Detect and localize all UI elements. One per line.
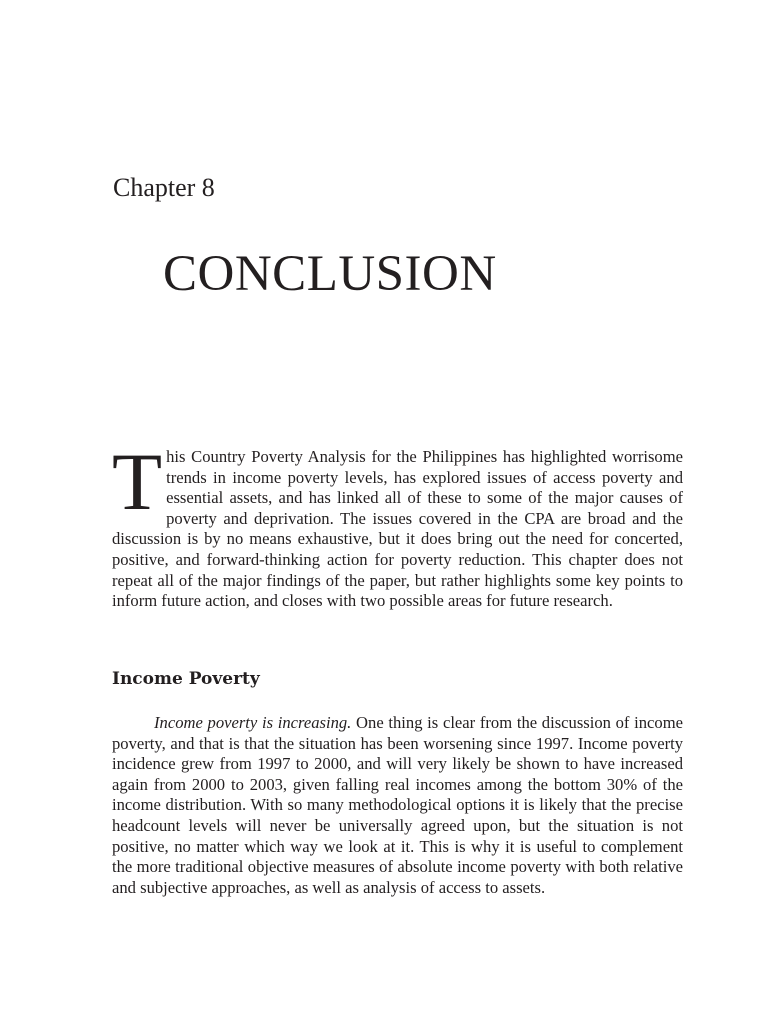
drop-cap: T [112, 436, 163, 527]
section-heading-income-poverty: Income Poverty [112, 669, 260, 689]
paragraph-lead-phrase: Income poverty is increasing. [154, 713, 352, 732]
chapter-number: Chapter 8 [113, 173, 215, 202]
income-poverty-paragraph [112, 713, 683, 898]
intro-paragraph [112, 436, 683, 612]
intro-text: his Country Poverty Analysis for the Philippines has highlighted worrisome trends in income poverty levels, has explored issues of access poverty and essential assets, and has linked all of these to some of the major causes of poverty and deprivation. The issues covered in the CPA are broad and the discussion is by no means exhaustive, but it does bring out the need for concerted, positive, and forward-thinking action for poverty reduction. This chapter does not repeat all of the major findings of the paper, but rather highlights some key points to inform future action, and closes with two possible areas for future research. [112, 447, 683, 611]
chapter-title: CONCLUSION [163, 246, 497, 302]
paragraph-text: One thing is clear from the discussion of income poverty, and that is that the situation has been worsening since 1997. Income poverty incidence grew from 1997 to 2000, and will very likely be shown to have increased again from 2000 to 2003, given falling real incomes among the bottom 30% of the income distribution. With so many methodological options it is likely that the precise headcount levels will never be universally agreed upon, but the situation is not positive, no matter which way we look at it. This is why it is useful to complement the more traditional objective measures of absolute income poverty with both relative and subjective approaches, as well as analysis of access to assets. [112, 713, 683, 897]
